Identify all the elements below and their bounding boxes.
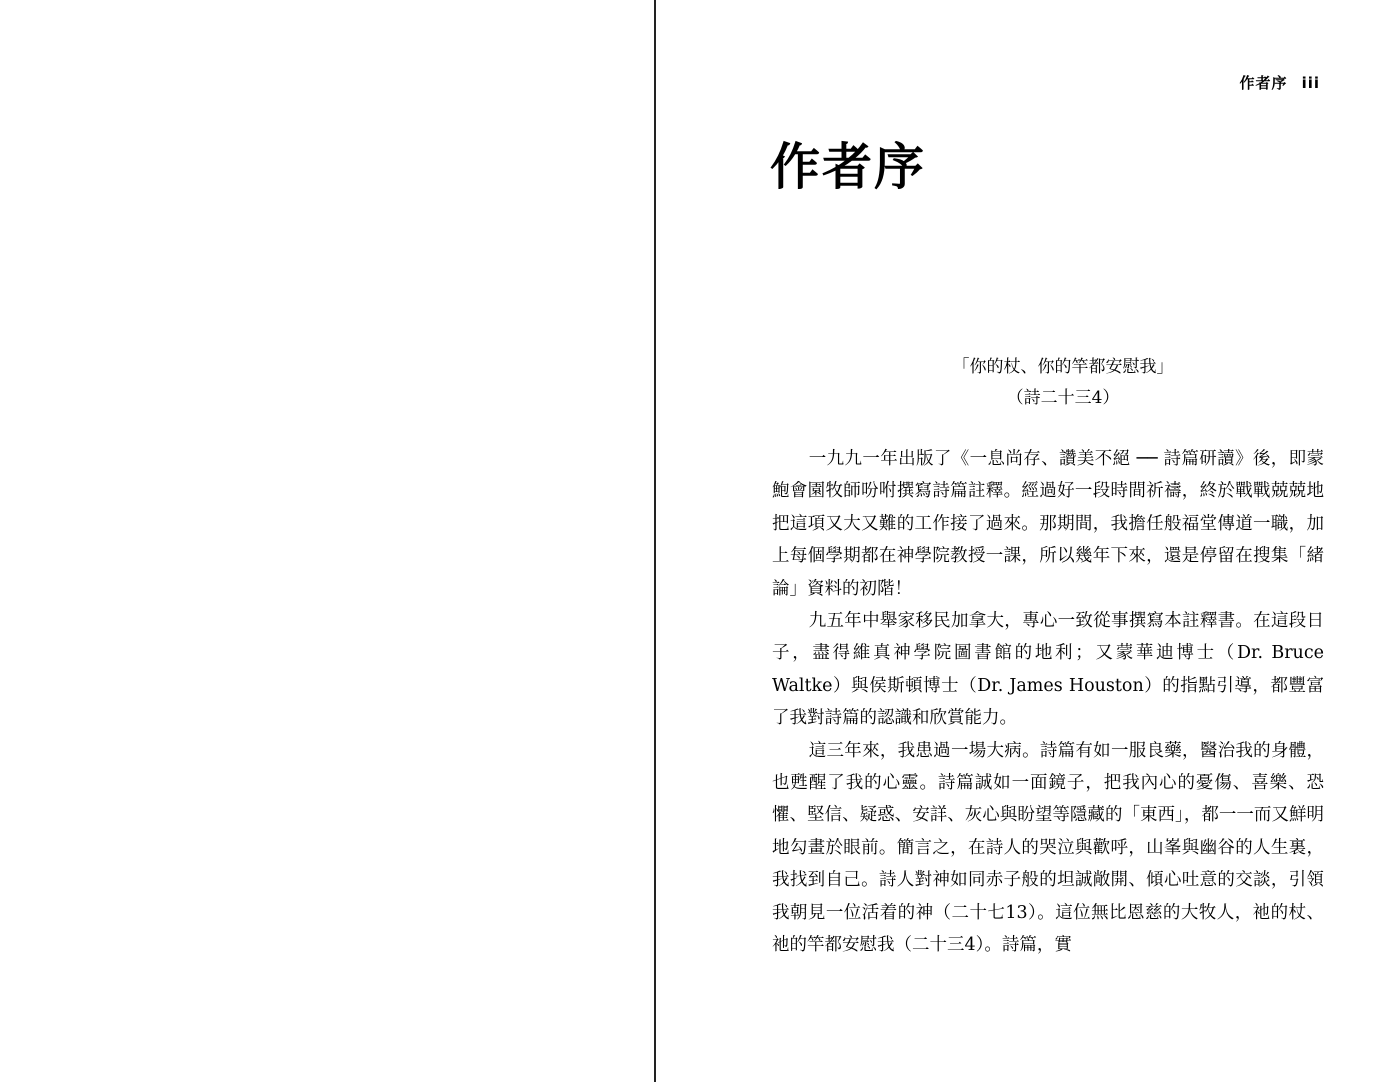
epigraph-quote: 「你的杖、你的竿都安慰我」: [952, 357, 1174, 377]
paragraph: 九五年中舉家移民加拿大，專心一致從事撰寫本註釋書。在這段日子，盡得維真神學院圖書館的地利；又蒙華迪博士（Dr. Bruce Waltke）與侯斯頓博士（Dr. James Houston）的指點引導，都豐富了我對詩篇的認識和欣賞能力。: [772, 611, 1324, 729]
right-page: [656, 0, 1400, 1082]
paragraph: 一九九一年出版了《一息尚存、讚美不絕 ── 詩篇研讀》後，即蒙鮑會園牧師吩咐撰寫詩篇註釋。經過好一段時間祈禱，終於戰戰兢兢地把這項又大又難的工作接了過來。那期間，我擔任般福堂傳道一職，加上每個學期都在神學院教授一課，所以幾年下來，還是停留在搜集「緒論」資料的初階！: [772, 449, 1324, 599]
paragraph: 這三年來，我患過一場大病。詩篇有如一服良藥，醫治我的身體，也甦醒了我的心靈。詩篇誠如一面鏡子，把我內心的憂傷、喜樂、恐懼、堅信、疑惑、安詳、灰心與盼望等隱藏的「東西」，都一一而又鮮明地勾畫於眼前。簡言之，在詩人的哭泣與歡呼，山峯與幽谷的人生裏，我找到自己。詩人對神如同赤子般的坦誠敞開、傾心吐意的交談，引領我朝見一位活着的神（二十七13）。這位無比恩慈的大牧人，祂的杖、祂的竿都安慰我（二十三4）。詩篇，實: [772, 740, 1324, 956]
page-number: iii: [1301, 74, 1320, 92]
body-text: [772, 443, 1324, 962]
epigraph-reference: （詩二十三4）: [1006, 388, 1120, 408]
running-head-title: 作者序: [1239, 74, 1288, 92]
running-head: [1240, 72, 1320, 93]
chapter-title: 作者序: [770, 138, 926, 196]
left-page-blank: [0, 0, 655, 1082]
epigraph: [772, 352, 1324, 414]
